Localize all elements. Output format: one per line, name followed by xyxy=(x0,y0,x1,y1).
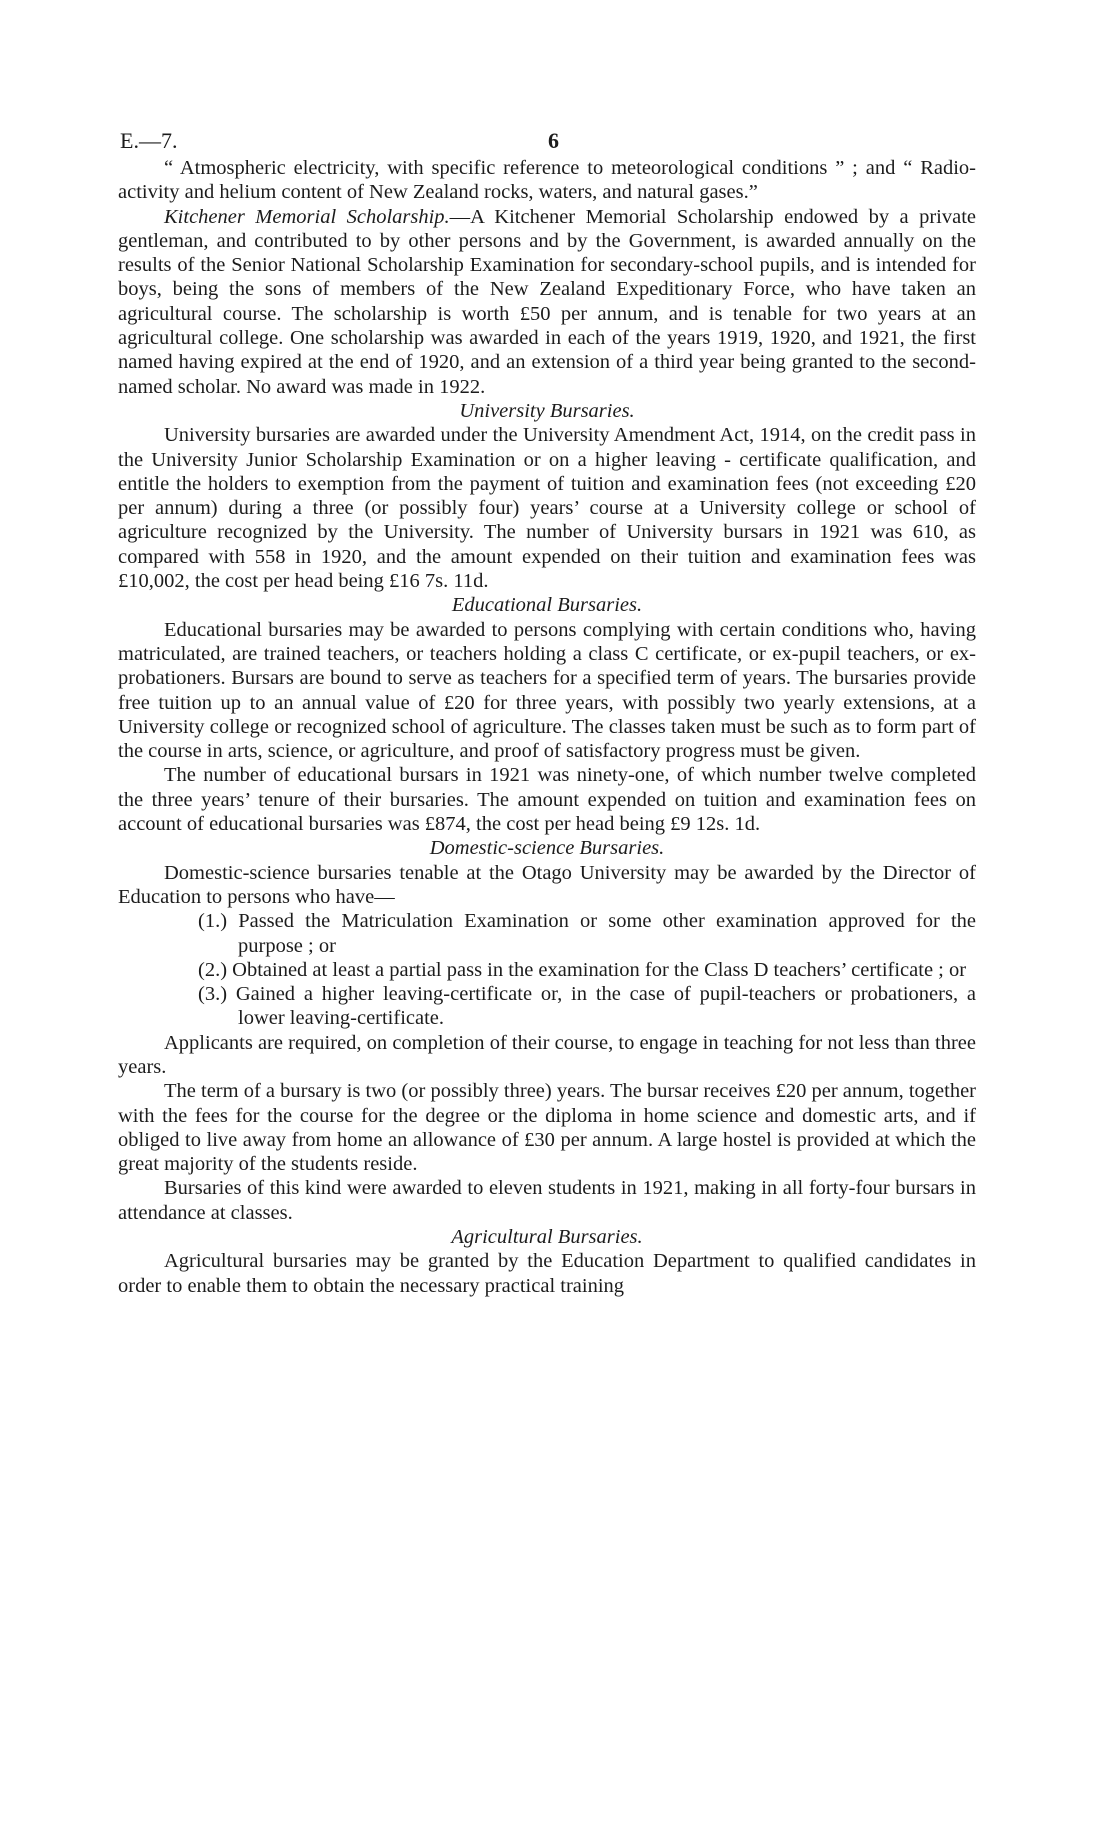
domestic-paragraph-3: Bursaries of this kind were awarded to eleven students in 1921, making in all forty-four bursars in attendance at classes. xyxy=(118,1177,976,1224)
document-page xyxy=(118,122,976,1298)
agricultural-heading: Agricultural Bursaries. xyxy=(451,1226,643,1249)
page-number: 6 xyxy=(548,128,559,153)
kitchener-text: —A Kitchener Memorial Scholarship endowed by a private gentleman, and contributed to by other persons and by the Government, is awarded annually on the results of the Senior National Scholarship Examination for secondary-school pupils, and is intended for boys, being the sons of members of the New Zealand Expeditionary Force, who have taken an agricultural course. The scholarship is worth £50 per annum, and is tenable for two years at an agricultural college. One scholarship was awarded in each of the years 1919, 1920, and 1921, the first named having expired at the end of 1920, and an extension of a third year being granted to the second-named scholar. No award was made in 1922. xyxy=(118,205,976,398)
document-body xyxy=(118,156,976,1298)
educational-heading: Educational Bursaries. xyxy=(451,594,643,617)
running-head xyxy=(118,122,976,156)
domestic-list-item-1: (1.) Passed the Matriculation Examination or some other examination approved for the purpose ; or xyxy=(198,910,976,957)
educational-paragraph-1: Educational bursaries may be awarded to persons complying with certain conditions who, having matriculated, are trained teachers, or teachers holding a class C certificate, or ex-pupil teachers, or ex-probationers. Bursars are bound to serve as teachers for a specified term of years. The bursaries provide free tuition up to an annual value of £20 for three years, with possibly two yearly extensions, at a University college or recognized school of agriculture. The classes taken must be such as to form part of the course in arts, science, or agriculture, and proof of satisfactory progress must be given. xyxy=(118,618,976,763)
domestic-list-item-2: (2.) Obtained at least a partial pass in the examination for the Class D teachers’ certificate ; or xyxy=(198,958,967,981)
university-paragraph-1: University bursaries are awarded under the University Amendment Act, 1914, on the credit pass in the University Junior Scholarship Examination or on a higher leaving - certificate qualification, and entitle the holders to exemption from the payment of tuition and examination fees (not exceeding £20 per annum) during a three (or possibly four) years’ course at a University college or school of agriculture recognized by the University. The number of University bursars in 1921 was 610, as compared with 558 in 1920, and the amount expended on their tuition and examination fees was £10,002, the cost per head being £16 7s. 11d. xyxy=(118,424,976,593)
domestic-heading: Domestic-science Bursaries. xyxy=(429,837,665,860)
kitchener-title: Kitchener Memorial Scholarship. xyxy=(164,205,450,228)
domestic-list-item-3: (3.) Gained a higher leaving-certificate or, in the case of pupil-teachers or probationers, a lower leaving-certificate. xyxy=(198,983,976,1030)
university-heading: University Bursaries. xyxy=(459,399,635,422)
kitchener-paragraph xyxy=(118,205,976,399)
domestic-intro: Domestic-science bursaries tenable at the Otago University may be awarded by the Director of Education to persons who have— xyxy=(118,861,976,908)
domestic-paragraph-1: Applicants are required, on completion of their course, to engage in teaching for not less than three years. xyxy=(118,1031,976,1078)
domestic-paragraph-2: The term of a bursary is two (or possibly three) years. The bursar receives £20 per annum, together with the fees for the course for the degree or the diploma in home science and domestic arts, and if obliged to live away from home an allowance of £30 per annum. A large hostel is provided at which the great majority of the students reside. xyxy=(118,1080,976,1176)
report-reference: E.—7. xyxy=(120,128,178,153)
educational-paragraph-2: The number of educational bursars in 1921 was ninety-one, of which number twelve completed the three years’ tenure of their bursaries. The amount expended on tuition and examination fees on account of educational bursaries was £874, the cost per head being £9 12s. 1d. xyxy=(118,764,976,836)
agricultural-paragraph-1: Agricultural bursaries may be granted by the Education Department to qualified candidates in order to enable them to obtain the necessary practical training xyxy=(118,1250,976,1297)
intro-paragraph: “ Atmospheric electricity, with specific reference to meteorological conditions ” ; and “ Radio-activity and helium content of New Zealand rocks, waters, and natural gases.” xyxy=(118,157,976,204)
